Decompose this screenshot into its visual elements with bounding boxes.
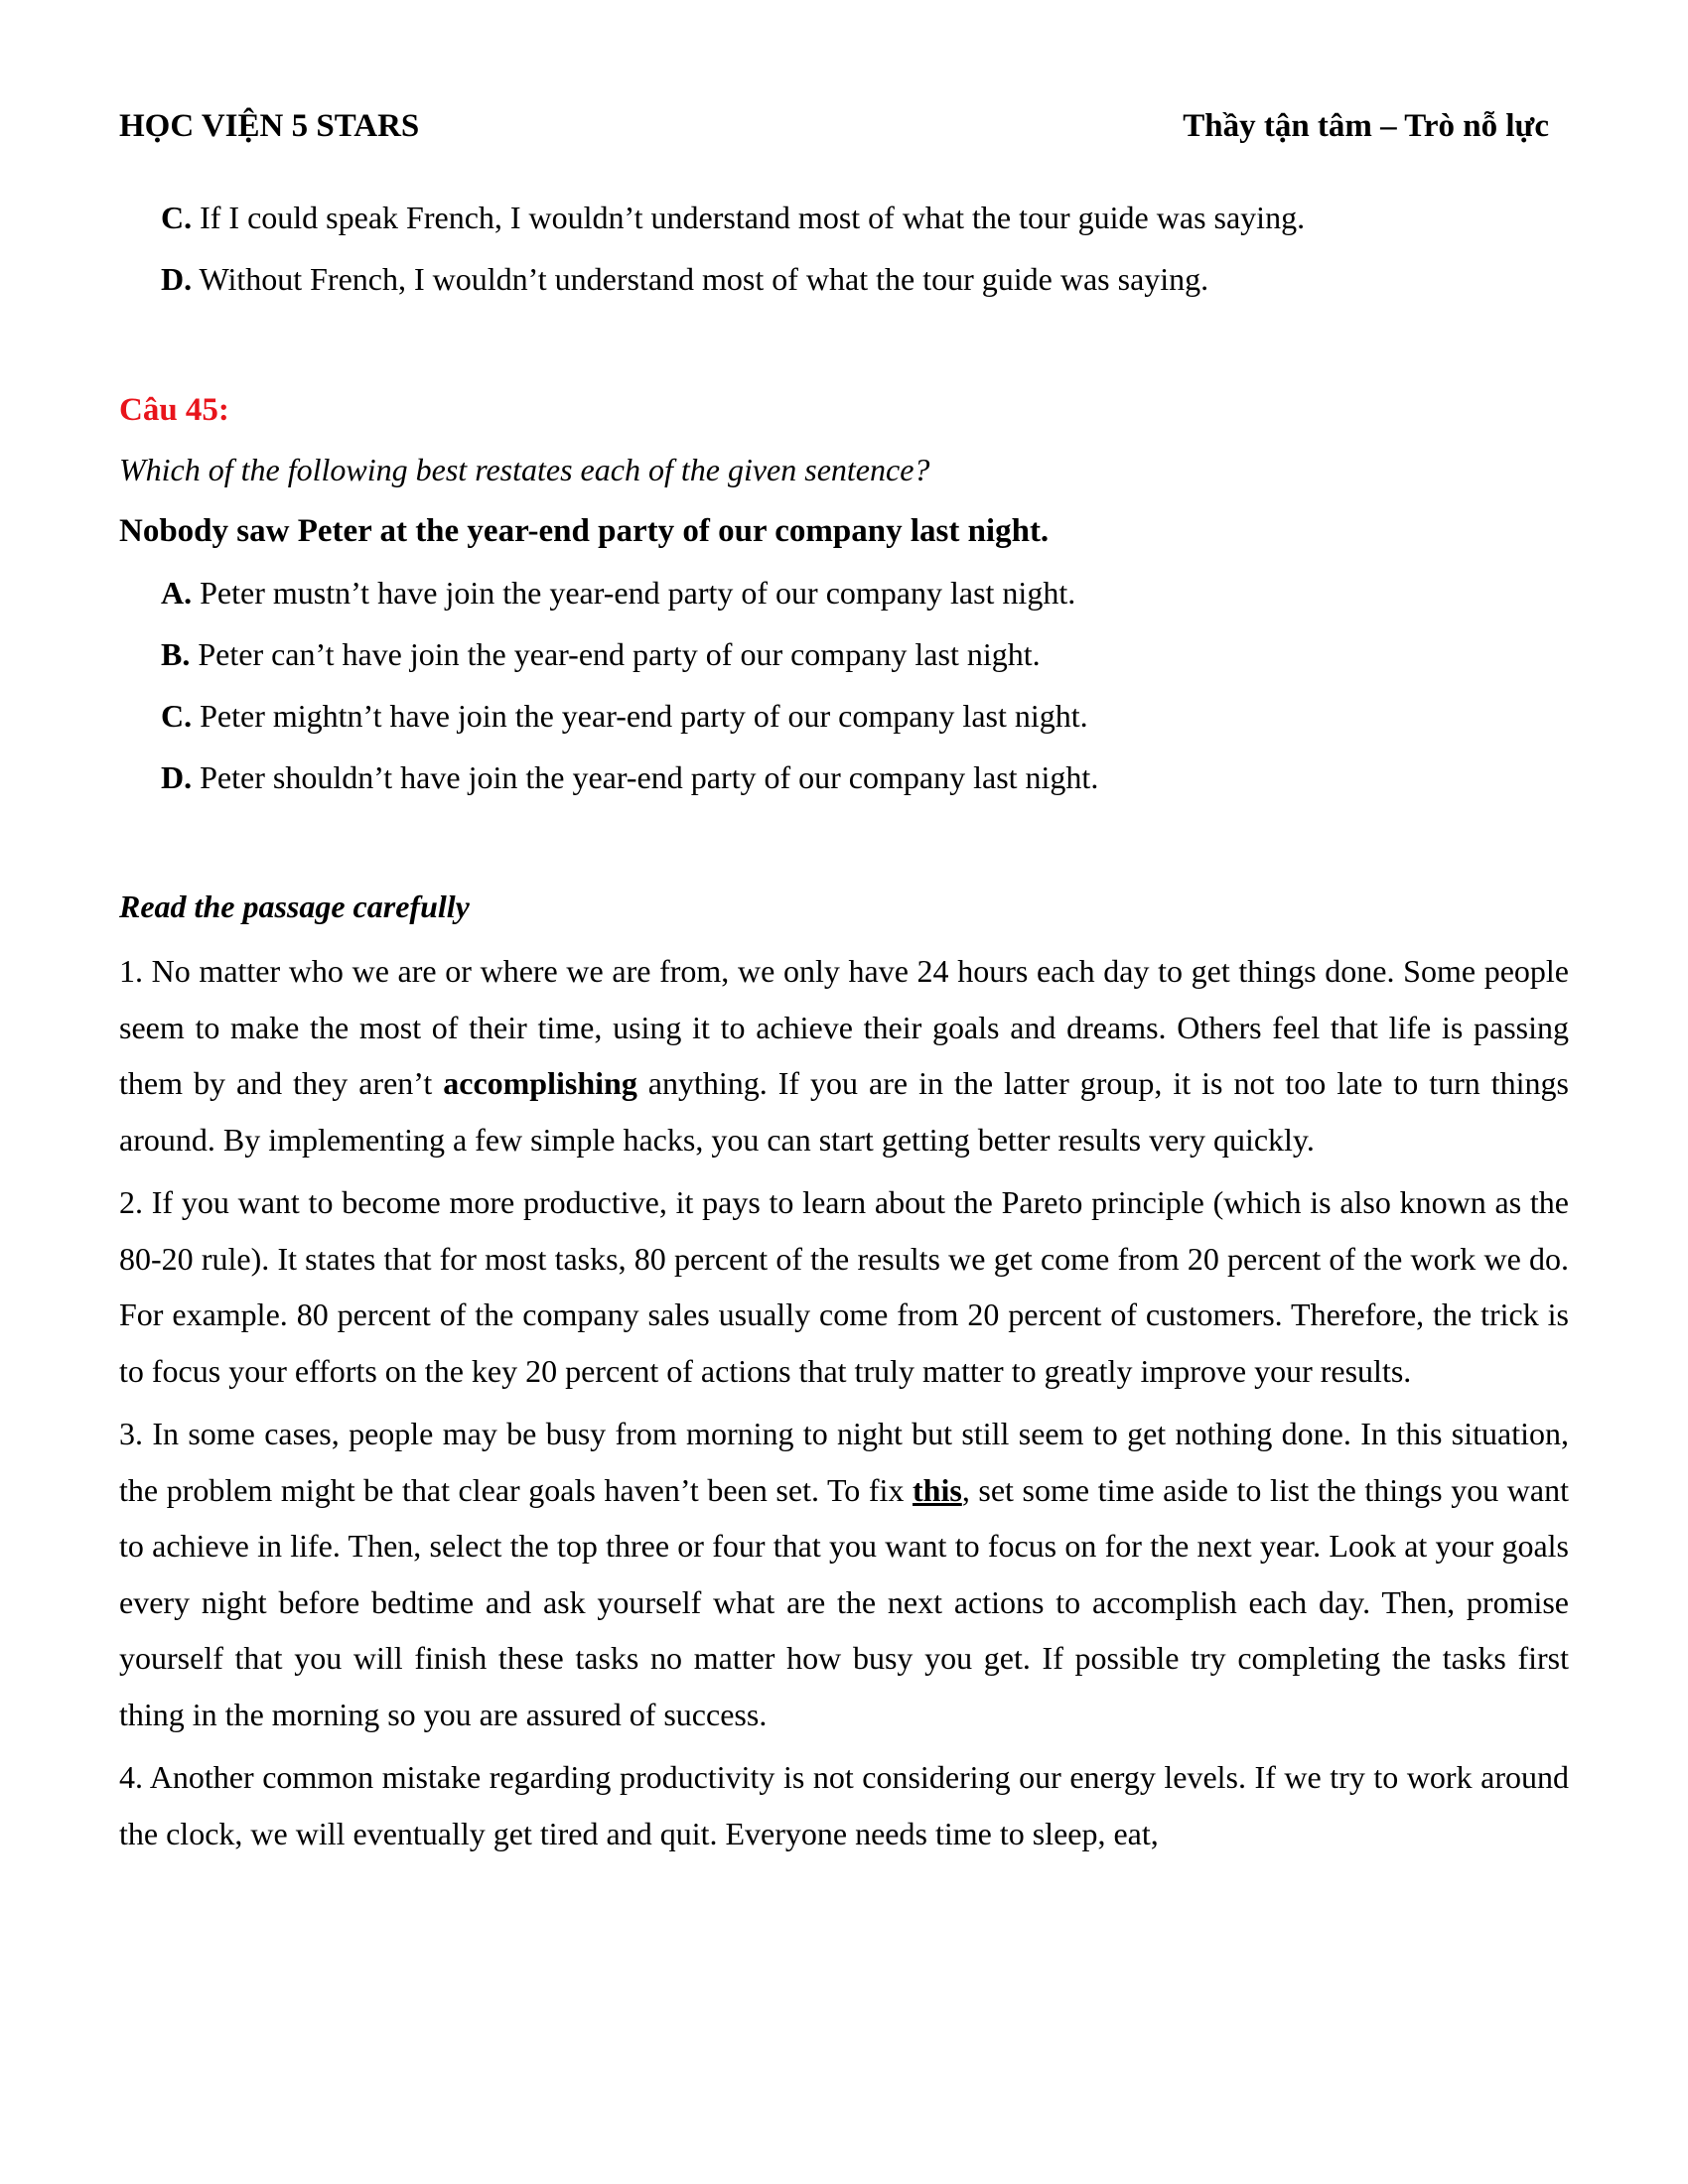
document-page bbox=[119, 0, 1569, 2184]
option-a bbox=[161, 572, 1075, 614]
header-slogan: Thầy tận tâm – Trò nỗ lực bbox=[1183, 108, 1549, 144]
option-letter: B. bbox=[161, 636, 191, 672]
question-stem: Nobody saw Peter at the year-end party of our company last night. bbox=[119, 513, 1050, 549]
option-c bbox=[161, 695, 1088, 737]
passage-paragraph-1 bbox=[119, 943, 1569, 1167]
paragraph-text: 3. In some cases, people may be busy from morning to night but still seem to get nothing done. In this situation, the problem might be that clear goals haven’t been set. To fix bbox=[119, 1416, 1569, 1508]
page-header bbox=[119, 105, 1569, 147]
option-text: Peter mustn’t have join the year-end party of our company last night. bbox=[192, 575, 1076, 611]
passage-body bbox=[119, 943, 1569, 1868]
highlighted-word-accomplishing: accomplishing bbox=[443, 1065, 637, 1101]
paragraph-text: , set some time aside to list the things you want to achieve in life. Then, select the top three or four that you want to focus on for the next year. Look at your goals every night before bedtime and ask yourself what are the next actions to accomplish each day. Then, promise yourself that you will finish these tasks no matter how busy you get. If possible try completing the tasks first thing in the morning so you are assured of success. bbox=[119, 1471, 1570, 1732]
option-letter: D. bbox=[161, 759, 193, 795]
option-text: If I could speak French, I wouldn’t understand most of what the tour guide was saying. bbox=[192, 200, 1306, 235]
question-instruction: Which of the following best restates each of the given sentence? bbox=[119, 452, 930, 487]
passage-paragraph-2: 2. If you want to become more productive, it pays to learn about the Pareto principle (which is also known as the 80-20 rule). It states that for most tasks, 80 percent of the results we get come from 20 percent of the work we do. For example. 80 percent of the company sales usually come from 20 percent of customers. Therefore, the trick is to focus your efforts on the key 20 percent of actions that truly matter to greatly improve your results. bbox=[119, 1184, 1569, 1389]
option-letter: C. bbox=[161, 200, 193, 235]
option-text: Peter shouldn’t have join the year-end party of our company last night. bbox=[192, 759, 1099, 795]
passage-paragraph-4: 4. Another common mistake regarding productivity is not considering our energy levels. If we try to work around the clock, we will eventually get tired and quit. Everyone needs time to sleep, eat, bbox=[119, 1759, 1569, 1851]
option-b bbox=[161, 633, 1041, 675]
option-text: Peter mightn’t have join the year-end party of our company last night. bbox=[192, 698, 1088, 734]
option-text: Peter can’t have join the year-end party of our company last night. bbox=[190, 636, 1041, 672]
highlighted-word-this: this bbox=[913, 1471, 962, 1508]
header-academy-name: HỌC VIỆN 5 STARS bbox=[119, 108, 420, 144]
question-title: Câu 45: bbox=[119, 392, 229, 428]
passage-title: Read the passage carefully bbox=[119, 888, 470, 924]
paragraph-text: 1. No matter who we are or where we are from, we only have 24 hours each day to get things done. Some people seem to make the most of their time, using it to achieve their goals and dreams. Others feel that life is passing them by and they aren’t bbox=[119, 953, 1569, 1101]
prev-option-d bbox=[161, 258, 1208, 300]
passage-paragraph-3 bbox=[119, 1406, 1569, 1742]
option-letter: D. bbox=[161, 261, 193, 297]
option-letter: A. bbox=[161, 575, 193, 611]
option-letter: C. bbox=[161, 698, 193, 734]
paragraph-text: anything. If you are in the latter group, it is not too late to turn things around. By implementing a few simple hacks, you can start getting better results very quickly. bbox=[119, 1065, 1570, 1158]
prev-option-c bbox=[161, 197, 1305, 238]
option-d bbox=[161, 756, 1098, 798]
option-text: Without French, I wouldn’t understand most of what the tour guide was saying. bbox=[192, 261, 1209, 297]
